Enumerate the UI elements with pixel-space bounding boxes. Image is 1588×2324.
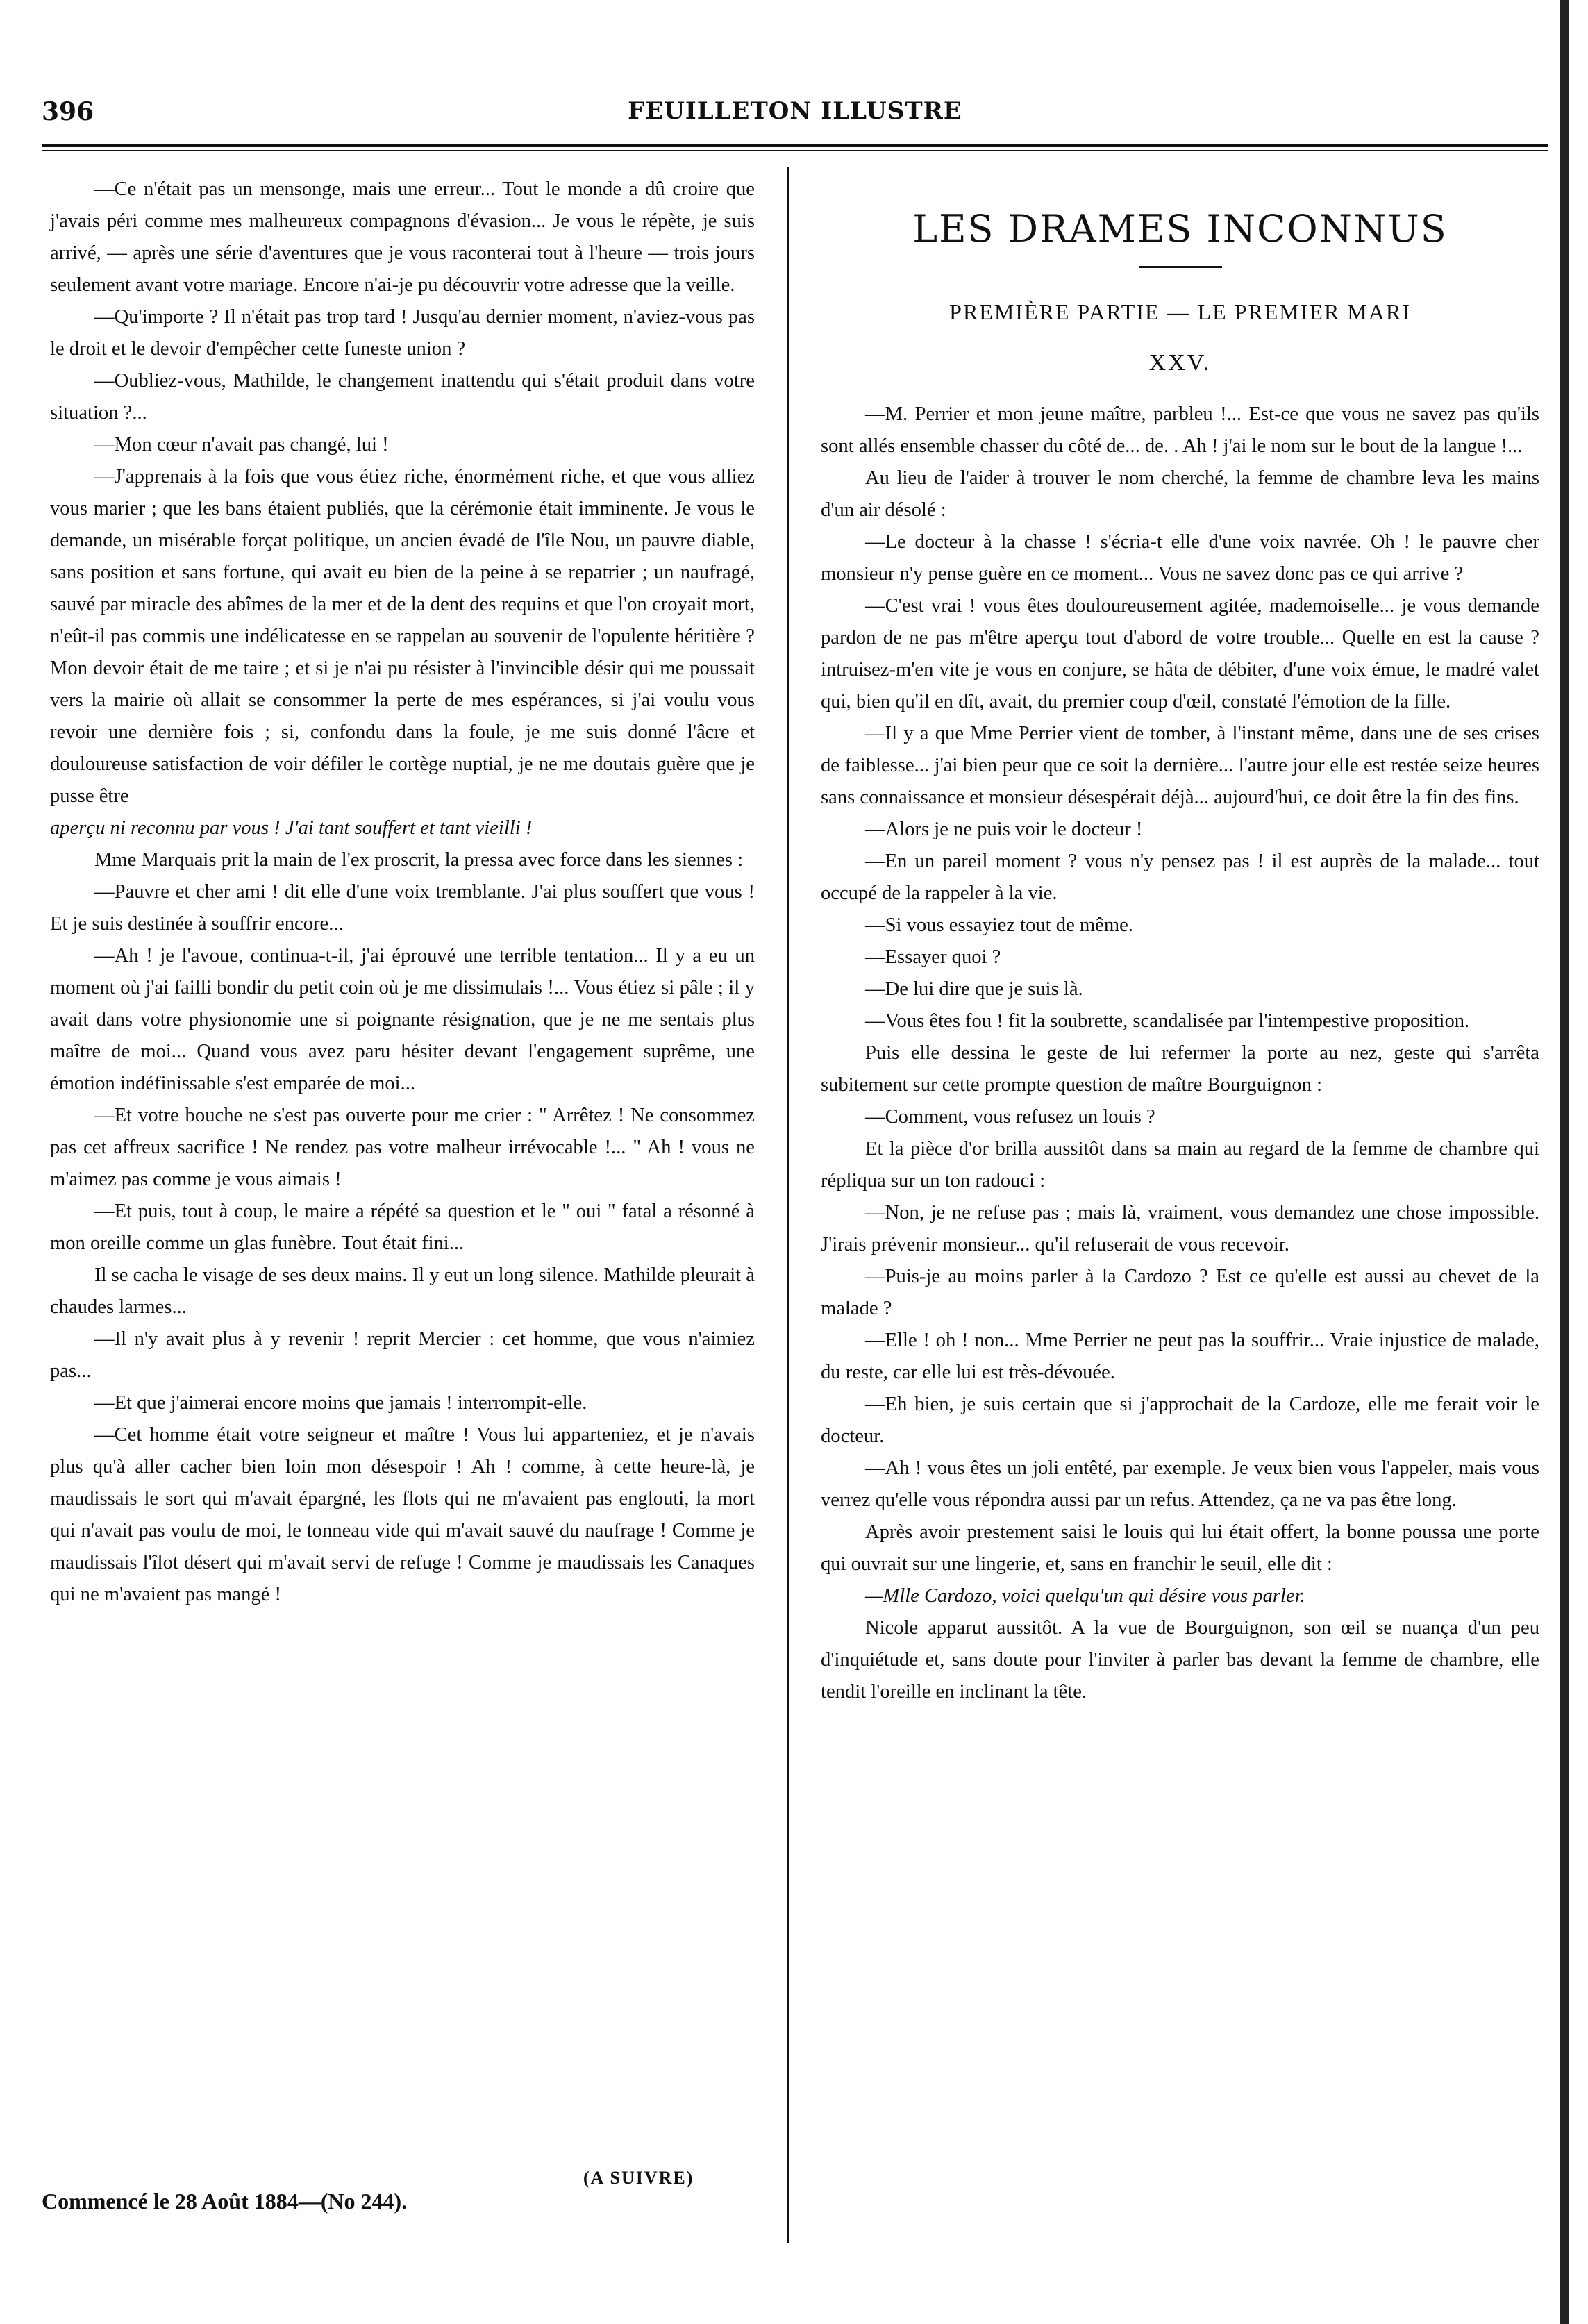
paragraph: —Si vous essayiez tout de même. <box>865 914 1133 936</box>
paragraph: —Comment, vous refusez un louis ? <box>865 1106 1155 1128</box>
paragraph: —Oubliez-vous, Mathilde, le changement inattendu qui s'était produit dans votre situation ?... <box>50 370 755 424</box>
header-rule-thin <box>42 150 1548 151</box>
chapter-number: XXV. <box>1148 350 1212 376</box>
right-column <box>821 174 1539 1708</box>
paragraph: —Ce n'était pas un mensonge, mais une erreur... Tout le monde a dû croire que j'avais péri comme mes malheureux compagnons d'évasion... Je vous le répète, je suis arrivé, — après une série d'aventures que je vous raconterai tout à l'heure — trois jours seulement avant votre mariage. Encore n'ai-je pu découvrir votre adresse que la veille. <box>50 178 755 296</box>
paragraph: —Eh bien, je suis certain que si j'approchait de la Cardoze, elle me ferait voir le docteur. <box>821 1394 1539 1447</box>
paragraph: Après avoir prestement saisi le louis qui lui était offert, la bonne poussa une porte qui ouvrait sur une lingerie, et, sans en franchir le seuil, elle dit : <box>821 1521 1539 1575</box>
paragraph: —Qu'importe ? Il n'était pas trop tard ! Jusqu'au dernier moment, n'aviez-vous pas le droit et le devoir d'empêcher cette funeste union ? <box>50 306 755 360</box>
running-title: FEUILLETON ILLUSTRE <box>628 97 962 125</box>
paragraph: Il se cacha le visage de ses deux mains. Il y eut un long silence. Mathilde pleurait à chaudes larmes... <box>50 1264 755 1318</box>
paragraph: Nicole apparut aussitôt. A la vue de Bourguignon, son œil se nuança d'un peu d'inquiétude et, sans doute pour l'inviter à parler bas devant la femme de chambre, elle tendit l'oreille en inclinant la tête. <box>821 1617 1539 1703</box>
paragraph: —Cet homme était votre seigneur et maître ! Vous lui apparteniez, et je n'avais plus qu'à aller cacher bien loin mon désespoir ! Ah ! comme, à cette heure-là, je maudissais le sort qui m'avait épargné, les flots qui ne m'avaient pas englouti, la mort qui n'avait pas voulu de moi, le tonneau vide qui m'avait sauvé du naufrage ! Comme je maudissais l'îlot désert qui m'avait servi de refuge ! Comme je maudissais les Canaques qui ne m'avaient pas mangé ! <box>50 1424 755 1605</box>
paragraph: —Puis-je au moins parler à la Cardozo ? Est ce qu'elle est aussi au chevet de la malade ? <box>821 1266 1539 1319</box>
paragraph: —Pauvre et cher ami ! dit elle d'une voix tremblante. J'ai plus souffert que vous ! Et je suis destinée à souffrir encore... <box>50 881 755 935</box>
left-column <box>50 174 755 1611</box>
paragraph: —Vous êtes fou ! fit la soubrette, scandalisée par l'intempestive proposition. <box>865 1010 1470 1032</box>
paragraph: —Il n'y avait plus à y revenir ! reprit Mercier : cet homme, que vous n'aimiez pas... <box>50 1328 755 1382</box>
page-edge-shadow <box>1560 0 1569 2324</box>
paragraph: —Il y a que Mme Perrier vient de tomber, à l'instant même, dans une de ses crises de faiblesse... j'ai bien peur que ce soit la dernière... l'autre jour elle est restée seize heures sans connaissance et monsieur désespérait déjà... aujourd'hui, ce doit être la fin des fins. <box>821 723 1539 808</box>
paragraph-italic: aperçu ni reconnu par vous ! J'ai tant souffert et tant vieilli ! <box>50 817 533 839</box>
paragraph: —Et votre bouche ne s'est pas ouverte pour me crier : " Arrêtez ! Ne consommez pas cet affreux sacrifice ! Ne rendez pas votre malheur irrévocable !... " Ah ! vous ne m'aimez pas comme je vous aimais ! <box>50 1105 755 1190</box>
story-title: LES DRAMES INCONNUS <box>912 207 1448 251</box>
paragraph: Au lieu de l'aider à trouver le nom cherché, la femme de chambre leva les mains d'un air désolé : <box>821 467 1539 521</box>
title-rule <box>1139 266 1222 268</box>
paragraph: —Alors je ne puis voir le docteur ! <box>865 819 1143 840</box>
commenced-date: Commencé le 28 Août 1884—(No 244). <box>42 2189 408 2214</box>
paragraph: —C'est vrai ! vous êtes douloureusement agitée, mademoiselle... je vous demande pardon de ne pas m'être aperçu tout d'abord de votre trouble... Quelle en est la cause ? intruisez-m'en vite je vous en conjure, se hâta de débiter, d'une voix émue, le madré valet qui, bien qu'il en dît, avait, du premier coup d'œil, constaté l'émotion de la fille. <box>821 595 1539 712</box>
paragraph: —Ah ! je l'avoue, continua-t-il, j'ai éprouvé une terrible tentation... Il y a eu un moment où j'ai failli bondir du petit coin où je me dissimulais !... Vous étiez si pâle ; il y avait dans votre physionomie une si poignante résignation, que je ne me sentais plus maître de moi... Quand vous avez paru hésiter devant l'engagement suprême, une émotion indéfinissable s'est emparée de moi... <box>50 945 755 1094</box>
paragraph: —Et puis, tout à coup, le maire a répété sa question et le " oui " fatal a résonné à mon oreille comme un glas funèbre. Tout était fini... <box>50 1201 755 1254</box>
paragraph: Puis elle dessina le geste de lui refermer la porte au nez, geste qui s'arrêta subitement sur cette prompte question de maître Bourguignon : <box>821 1042 1539 1096</box>
paragraph: —Elle ! oh ! non... Mme Perrier ne peut pas la souffrir... Vraie injustice de malade, du reste, car elle lui est très-dévouée. <box>821 1330 1539 1383</box>
column-divider <box>787 167 789 2243</box>
paragraph: —Ah ! vous êtes un joli entêté, par exemple. Je veux bien vous l'appeler, mais vous verrez qu'elle vous répondra aussi par un refus. Attendez, ça ne va pas être long. <box>821 1457 1539 1511</box>
continued-notice: (A SUIVRE) <box>583 2168 694 2188</box>
part-title: PREMIÈRE PARTIE — LE PREMIER MARI <box>949 299 1411 324</box>
paragraph: —J'apprenais à la fois que vous étiez riche, énormément riche, et que vous alliez vous marier ; que les bans étaient publiés, que la cérémonie était imminente. Je vous le demande, un misérable forçat politique, un ancien évadé de l'île Nou, un pauvre diable, sans position et sans fortune, qui avait eu bien de la peine à se repatrier ; un naufragé, sauvé par miracle des abîmes de la mer et de la dent des requins et que l'on croyait mort, n'eût-il pas commis une indélicatesse en se rappelan au souvenir de l'opulente héritière ? Mon devoir était de me taire ; et si je n'ai pu résister à l'invincible désir qui me poussait vers la mairie où allait se consommer la perte de mes espérances, si j'ai voulu vous revoir une dernière fois ; si, confondu dans la foule, je me suis donné l'âcre et douloureuse satisfaction de voir défiler le cortège nuptial, je ne me doutais guère que je pusse être <box>50 466 755 807</box>
page-header <box>42 97 1548 139</box>
paragraph: Et la pièce d'or brilla aussitôt dans sa main au regard de la femme de chambre qui répliqua sur un ton radouci : <box>821 1138 1539 1192</box>
paragraph: —M. Perrier et mon jeune maître, parbleu !... Est-ce que vous ne savez pas qu'ils sont allés ensemble chasser du côté de... de. . Ah ! j'ai le nom sur le bout de la langue !... <box>821 403 1539 457</box>
page-number: 396 <box>42 97 94 126</box>
paragraph: —En un pareil moment ? vous n'y pensez pas ! il est auprès de la malade... tout occupé de la rappeler à la vie. <box>821 851 1539 904</box>
header-rule <box>42 144 1548 147</box>
paragraph: —Le docteur à la chasse ! s'écria-t elle d'une voix navrée. Oh ! le pauvre cher monsieur n'y pense guère en ce moment... Vous ne savez donc pas ce qui arrive ? <box>821 531 1539 585</box>
paragraph: —Essayer quoi ? <box>865 946 1001 968</box>
paragraph: —Non, je ne refuse pas ; mais là, vraiment, vous demandez une chose impossible. J'irais prévenir monsieur... qu'il refuserait de vous recevoir. <box>821 1202 1539 1255</box>
paragraph: Mme Marquais prit la main de l'ex proscrit, la pressa avec force dans les siennes : <box>94 849 744 871</box>
paragraph-italic: —Mlle Cardozo, voici quelqu'un qui désire vous parler. <box>865 1585 1305 1607</box>
paragraph: —De lui dire que je suis là. <box>865 978 1083 1000</box>
paragraph: —Et que j'aimerai encore moins que jamais ! interrompit-elle. <box>94 1392 587 1414</box>
paragraph: —Mon cœur n'avait pas changé, lui ! <box>94 434 389 455</box>
